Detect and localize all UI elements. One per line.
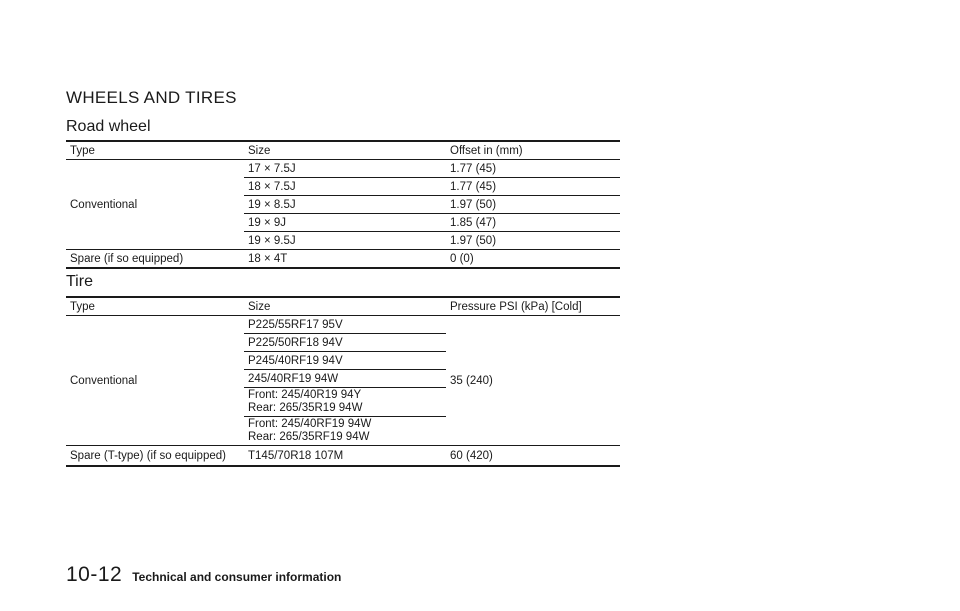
page-number: 10-12 — [66, 563, 123, 586]
size-cell: 19 × 9.5J — [244, 232, 446, 250]
type-cell: Spare (T-type) (if so equipped) — [66, 446, 244, 467]
road-wheel-table — [66, 140, 620, 269]
size-cell: 18 × 4T — [244, 250, 446, 269]
size-cell: 245/40RF19 94W — [244, 370, 446, 388]
offset-cell: 1.77 (45) — [450, 162, 497, 175]
size-rear: Rear: 265/35RF19 94W — [248, 431, 370, 443]
chapter-label: Technical and consumer information — [132, 570, 342, 584]
header-type: Type — [70, 144, 95, 157]
offset-cell: 0 (0) — [446, 250, 620, 269]
type-cell: Spare (if so equipped) — [66, 250, 244, 269]
tire-title: Tire — [66, 273, 93, 290]
header-pressure: Pressure PSI (kPa) [Cold] — [450, 300, 582, 313]
header-size: Size — [248, 300, 271, 313]
size-cell — [244, 417, 446, 446]
size-cell — [244, 388, 446, 417]
size-cell: 19 × 8.5J — [244, 196, 446, 214]
type-cell: Conventional — [70, 198, 138, 211]
offset-cell: 1.77 (45) — [446, 178, 620, 196]
header-offset: Offset in (mm) — [450, 144, 523, 157]
type-cell: Conventional — [70, 374, 138, 387]
tire-table — [66, 296, 620, 467]
offset-cell: 1.85 (47) — [446, 214, 620, 232]
size-cell: P245/40RF19 94V — [244, 352, 446, 370]
table-row — [66, 316, 620, 334]
size-front: Front: 245/40R19 94Y — [248, 389, 362, 401]
table-row — [66, 160, 620, 178]
size-cell: 17 × 7.5J — [248, 162, 296, 175]
size-cell: 19 × 9J — [244, 214, 446, 232]
size-rear: Rear: 265/35R19 94W — [248, 402, 363, 414]
size-cell: P225/50RF18 94V — [244, 334, 446, 352]
header-size: Size — [248, 144, 271, 157]
pressure-cell: 35 (240) — [450, 374, 493, 387]
table-header-row — [66, 141, 620, 160]
size-front: Front: 245/40RF19 94W — [248, 418, 372, 430]
road-wheel-title: Road wheel — [66, 118, 151, 135]
offset-cell: 1.97 (50) — [446, 232, 620, 250]
table-row-spare — [66, 250, 620, 269]
offset-cell: 1.97 (50) — [446, 196, 620, 214]
section-title: WHEELS AND TIRES — [66, 88, 237, 107]
size-cell: P225/55RF17 95V — [248, 318, 343, 331]
table-header-row — [66, 297, 620, 316]
size-cell: 18 × 7.5J — [244, 178, 446, 196]
header-type: Type — [70, 300, 95, 313]
table-row-spare — [66, 446, 620, 467]
page-footer — [66, 563, 341, 587]
pressure-cell: 60 (420) — [446, 446, 620, 467]
size-cell: T145/70R18 107M — [244, 446, 446, 467]
